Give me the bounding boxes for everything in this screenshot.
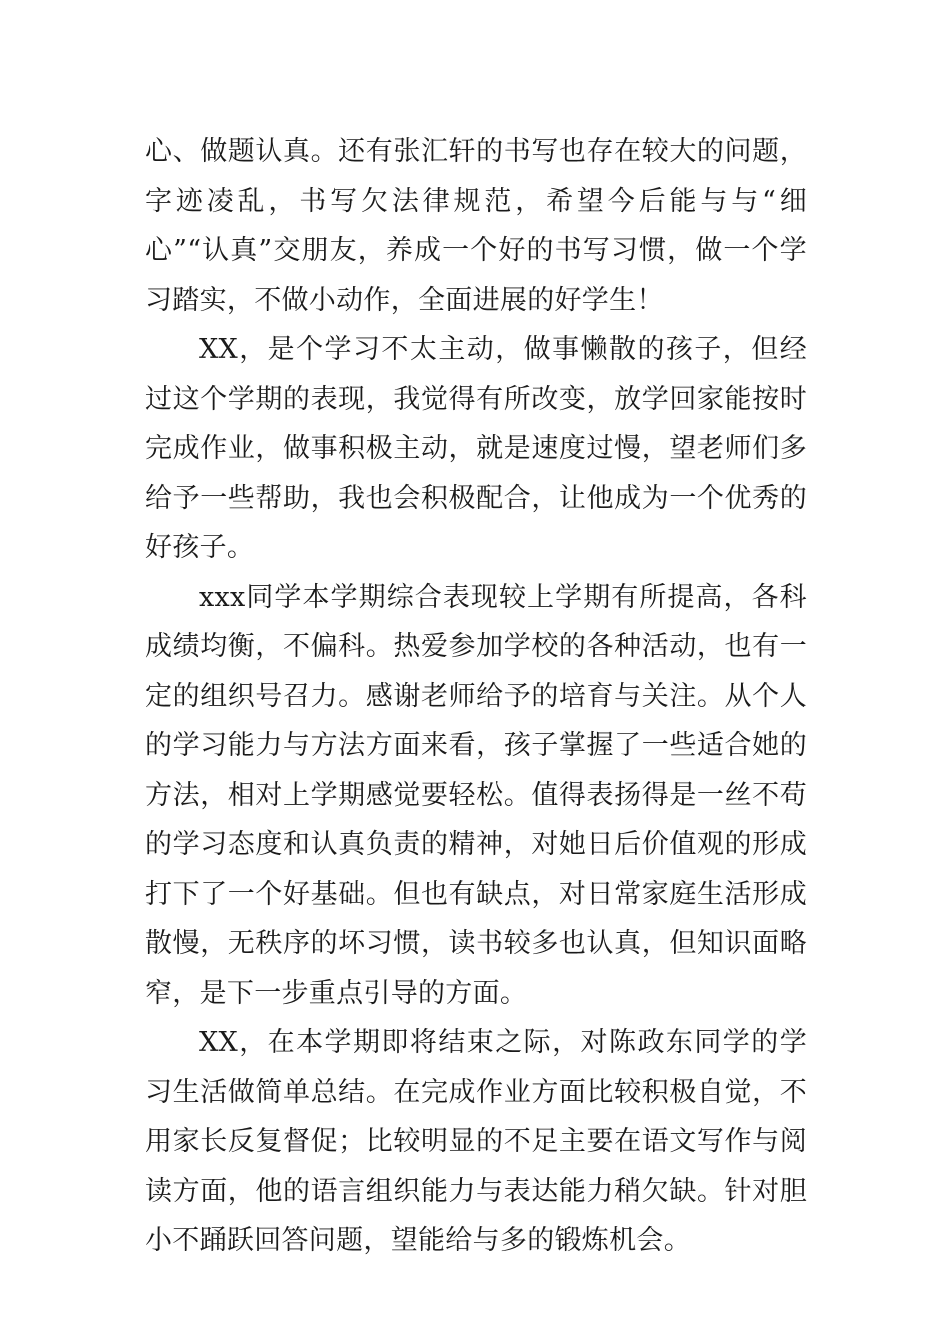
paragraph-1: 心、做题认真。还有张汇轩的书写也存在较大的问题，字迹凌乱，书写欠法律规范，希望今后能与与“细心”“认真”交朋友，养成一个好的书写习惯，做一个学习踏实，不做小动作，全面进展的好学生！	[145, 136, 807, 316]
paragraph-3: xxx同学本学期综合表现较上学期有所提高，各科成绩均衡，不偏科。热爱参加学校的各种活动，也有一定的组织号召力。感谢老师给予的培育与关注。从个人的学习能力与方法方面来看，孩子掌握了一些适合她的方法，相对上学期感觉要轻松。值得表扬得是一丝不苟的学习态度和认真负责的精神，对她日后价值观的形成打下了一个好基础。但也有缺点，对日常家庭生活形成散慢，无秩序的坏习惯，读书较多也认真，但知识面略窄，是下一步重点引导的方面。	[145, 581, 807, 1009]
paragraph-2: XX，是个学习不太主动，做事懒散的孩子，但经过这个学期的表现，我觉得有所改变，放学回家能按时完成作业，做事积极主动，就是速度过慢，望老师们多给予一些帮助，我也会积极配合，让他成为一个优秀的好孩子。	[145, 334, 807, 563]
paragraph-4: XX，在本学期即将结束之际，对陈政东同学的学习生活做简单总结。在完成作业方面比较积极自觉，不用家长反复督促；比较明显的不足主要在语文写作与阅读方面，他的语言组织能力与表达能力稍欠缺。针对胆小不踊跃回答问题，望能给与多的锻炼机会。	[145, 1027, 807, 1256]
document-body	[145, 127, 807, 1266]
